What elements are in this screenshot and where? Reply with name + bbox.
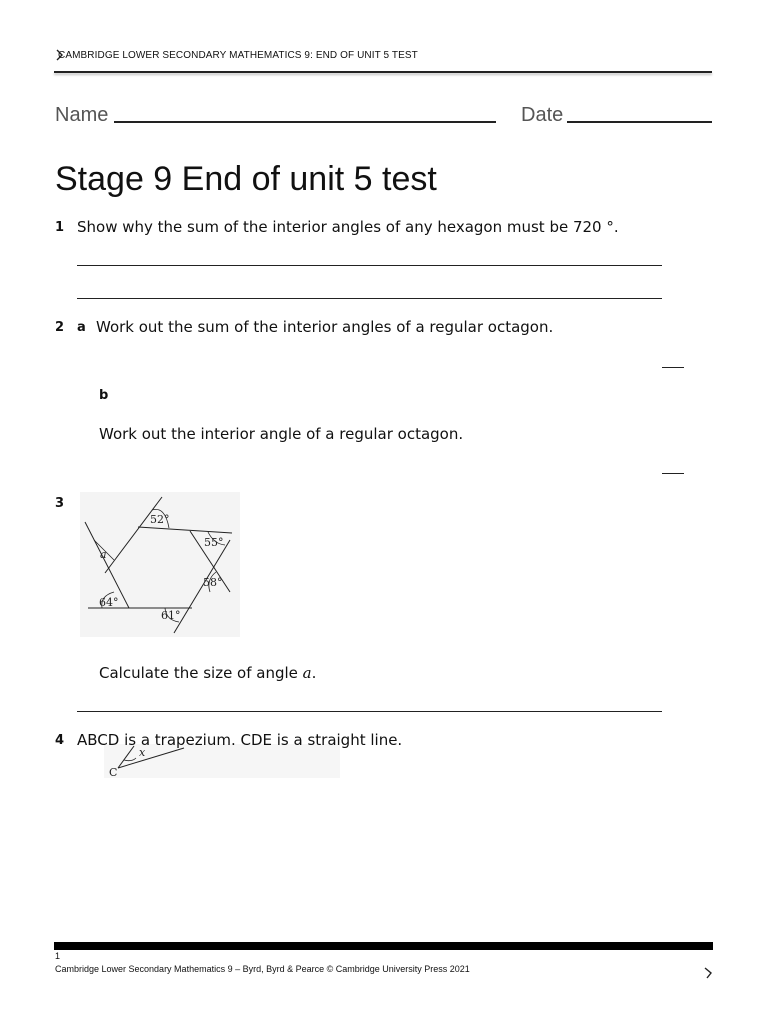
q2-number: 2 (55, 320, 65, 335)
angle-label-55: 55° (204, 536, 224, 549)
angle-label-52: 52° (150, 513, 170, 526)
header-rule (54, 71, 712, 73)
q3-number: 3 (55, 496, 65, 511)
q4-text: ABCD is a trapezium. CDE is a straight line. (77, 731, 403, 749)
q3-answer-line[interactable] (77, 711, 662, 712)
footer-chevron-icon (703, 965, 713, 984)
q3-text-prefix: Calculate the size of angle (99, 664, 303, 682)
angle-label-58: 58° (203, 576, 223, 589)
q3-text-suffix: . (311, 664, 317, 682)
name-label: Name (55, 104, 109, 126)
footer-copyright: Cambridge Lower Secondary Mathematics 9 – Byrd, Byrd & Pearce © Cambridge University Press 2021 (55, 964, 470, 974)
q1-answer-line-1[interactable] (77, 265, 662, 266)
q3-text-var: a (302, 664, 312, 682)
angle-label-61: 61° (161, 609, 181, 622)
trapezium-label-x: x (139, 746, 146, 759)
name-field[interactable] (114, 121, 496, 123)
q1-answer-line-2[interactable] (77, 298, 662, 299)
page-title: Stage 9 End of unit 5 test (55, 160, 437, 198)
angle-label-64: 64° (99, 596, 119, 609)
q2b-answer-line[interactable] (662, 473, 684, 474)
hexagon-figure (80, 492, 240, 641)
q2a-label: a (77, 320, 86, 335)
trapezium-label-c: C (109, 766, 118, 778)
trapezium-figure (104, 744, 340, 782)
q2a-text: Work out the sum of the interior angles of a regular octagon. (96, 318, 554, 336)
date-field[interactable] (567, 121, 712, 123)
angle-label-a: a (100, 548, 107, 561)
q2b-label: b (99, 388, 109, 403)
q3-text (99, 664, 316, 682)
date-label: Date (521, 104, 564, 126)
q2a-answer-line[interactable] (662, 367, 684, 368)
page-number: 1 (55, 951, 61, 961)
footer-bar (54, 942, 713, 950)
q2b-text: Work out the interior angle of a regular octagon. (99, 425, 464, 443)
q4-number: 4 (55, 733, 65, 748)
q1-text: Show why the sum of the interior angles of any hexagon must be 720 °. (77, 218, 619, 236)
running-header: CAMBRIDGE LOWER SECONDARY MATHEMATICS 9: END OF UNIT 5 TEST (58, 50, 418, 61)
q1-number: 1 (55, 220, 65, 235)
